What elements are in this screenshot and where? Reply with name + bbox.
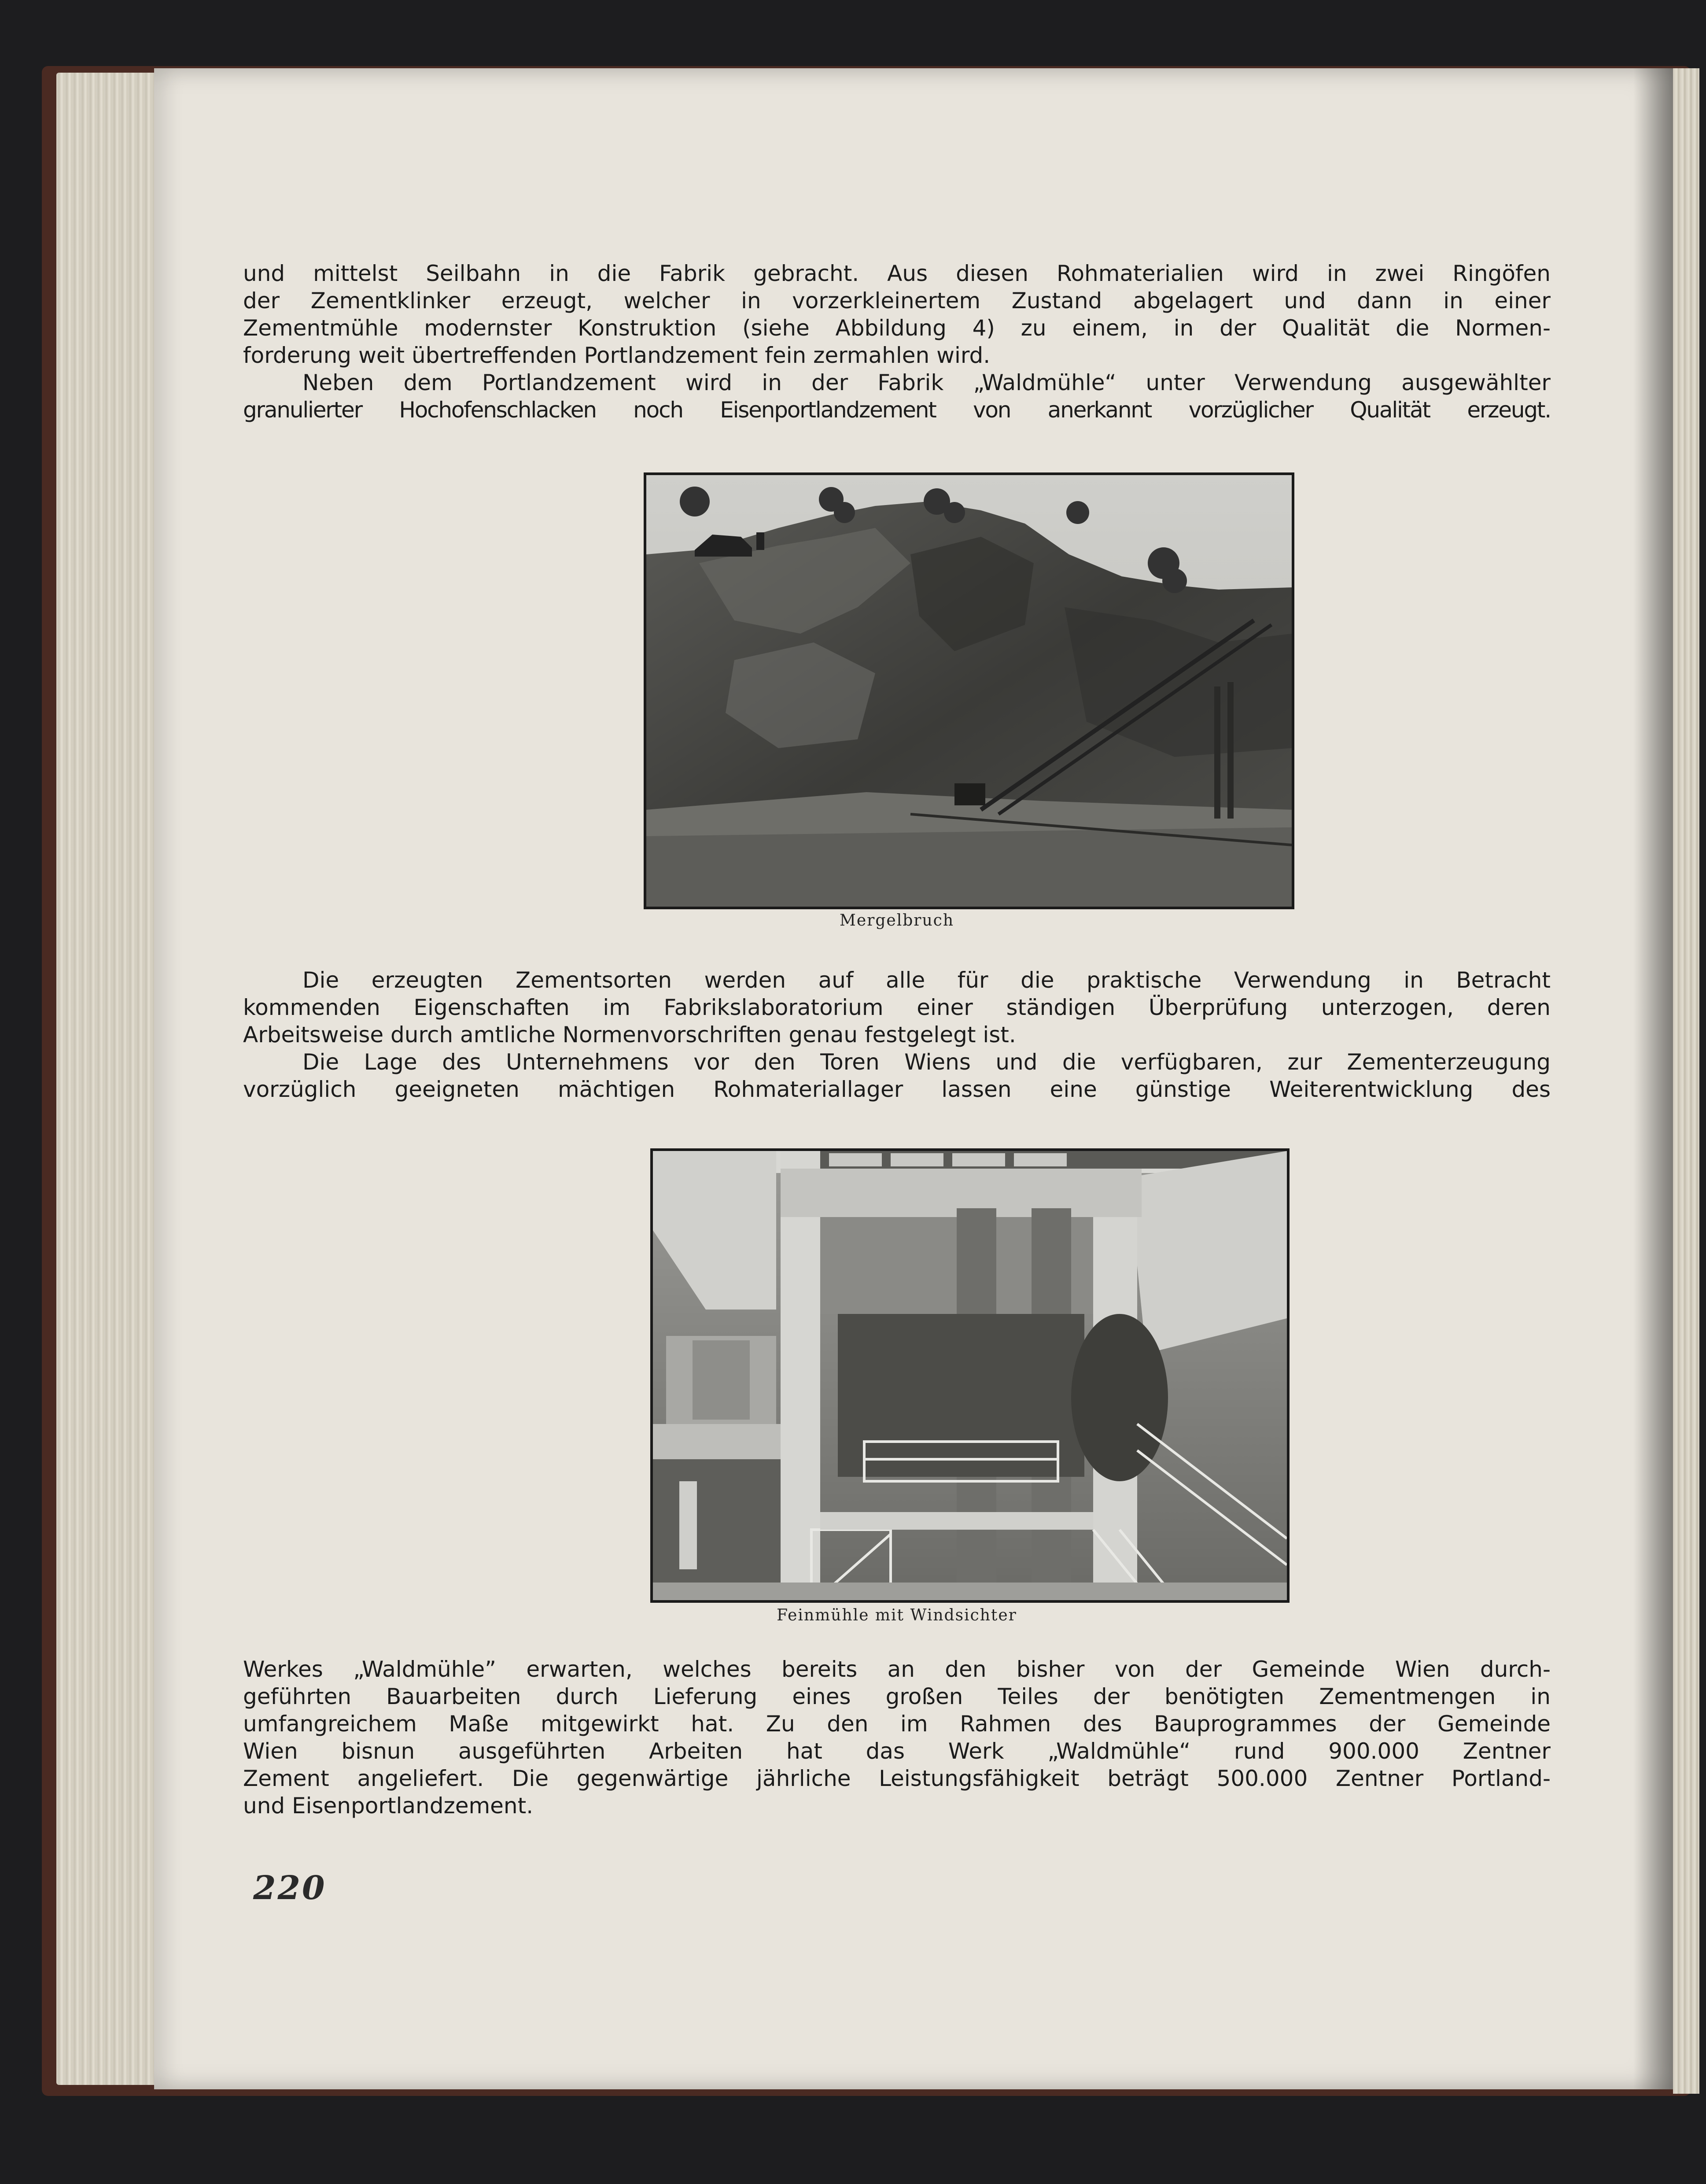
- text-line: Arbeitsweise durch amtliche Normenvorschriften genau festgelegt ist.: [243, 1022, 1016, 1048]
- mill-illustration: [653, 1151, 1287, 1600]
- text-line: vorzüglich geeigneten mächtigen Rohmateriallager lassen eine günstige Weiterentwicklung des: [243, 1077, 1551, 1102]
- page-edges: [56, 73, 171, 2085]
- text-line: granulierter Hochofenschlacken noch Eisenportlandzement von anerkannt vorzüglicher Qualität erzeugt.: [243, 397, 1551, 423]
- quarry-illustration: [646, 475, 1292, 907]
- text-line: und Eisenportlandzement.: [243, 1793, 534, 1819]
- text-line: geführten Bauarbeiten durch Lieferung eines großen Teiles der benötigten Zementmengen in: [243, 1684, 1551, 1709]
- text-line: Zement angeliefert. Die gegenwärtige jährliche Leistungsfähigkeit beträgt 500.000 Zentner Portland-: [243, 1766, 1551, 1791]
- mill-photo: [650, 1148, 1290, 1603]
- text-line: der Zementklinker erzeugt, welcher in vorzerkleinertem Zustand abgelagert und dann in einer: [243, 288, 1551, 314]
- page-edges-right: [1673, 68, 1699, 2094]
- text-line: forderung weit übertreffenden Portlandzement fein zermahlen wird.: [243, 343, 991, 368]
- text-line: Die erzeugten Zementsorten werden auf alle für die praktische Verwendung in Betracht: [302, 967, 1551, 993]
- text-line: Neben dem Portlandzement wird in der Fabrik „Waldmühle“ unter Verwendung ausgewählter: [302, 370, 1551, 395]
- page-number: 220: [253, 1869, 327, 1907]
- paragraph-5: [243, 1656, 1551, 1819]
- text-line: kommenden Eigenschaften im Fabrikslaboratorium einer ständigen Überprüfung unterzogen, deren: [243, 995, 1551, 1020]
- figure-1-caption: Mergelbruch: [839, 911, 954, 930]
- figure-2-caption: Feinmühle mit Windsichter: [777, 1606, 1017, 1624]
- quarry-photo: [644, 472, 1294, 909]
- text-line: Die Lage des Unternehmens vor den Toren Wiens und die verfügbaren, zur Zementerzeugung: [302, 1049, 1551, 1075]
- paragraph-3: [243, 967, 1551, 1048]
- text-line: und mittelst Seilbahn in die Fabrik gebracht. Aus diesen Rohmaterialien wird in zwei Ringöfen: [243, 261, 1551, 286]
- page-gutter-shadow: [1633, 68, 1673, 2089]
- text-line: Werkes „Waldmühle” erwarten, welches bereits an den bisher von der Gemeinde Wien durch-: [243, 1656, 1551, 1682]
- text-line: umfangreichem Maße mitgewirkt hat. Zu den im Rahmen des Bauprogrammes der Gemeinde: [243, 1711, 1551, 1737]
- paragraph-1: [243, 260, 1551, 369]
- text-line: Wien bisnun ausgeführten Arbeiten hat das Werk „Waldmühle“ rund 900.000 Zentner: [243, 1738, 1551, 1764]
- text-line: Zementmühle modernster Konstruktion (siehe Abbildung 4) zu einem, in der Qualität die Normen-: [243, 315, 1551, 341]
- paragraph-2: [243, 369, 1551, 424]
- paragraph-4: [243, 1048, 1551, 1103]
